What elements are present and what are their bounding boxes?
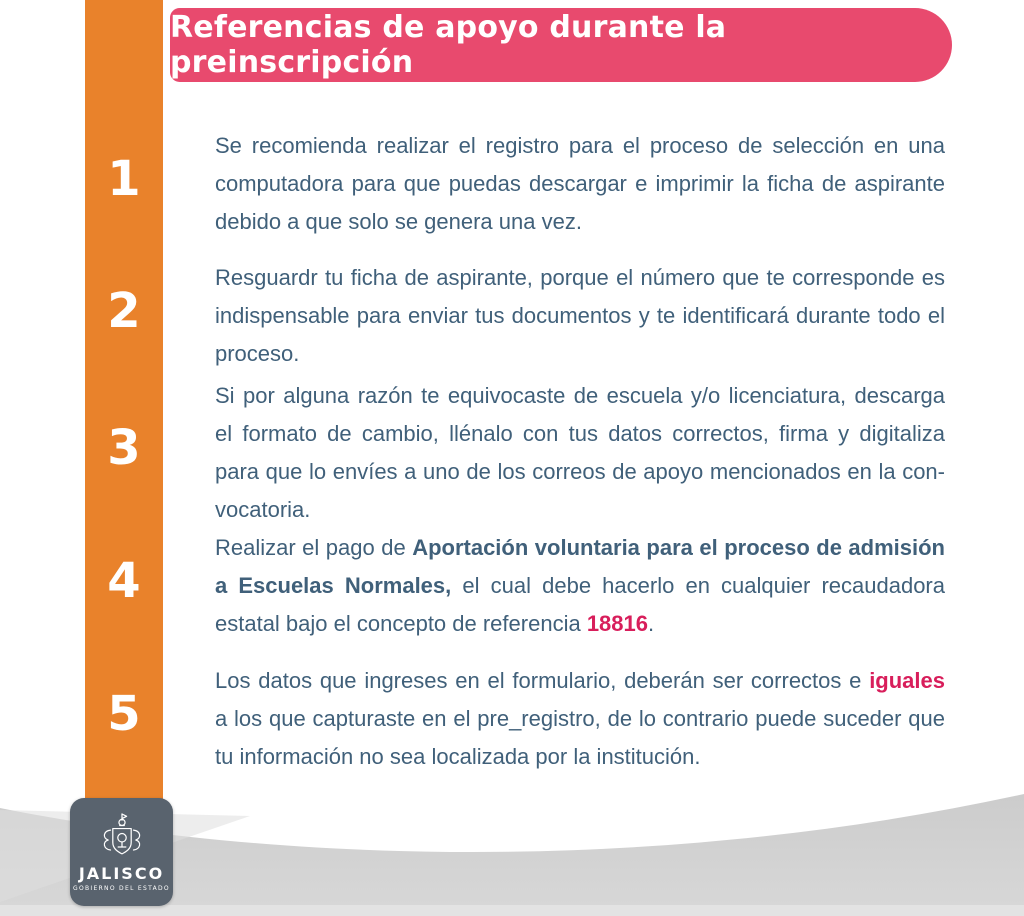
logo-subtitle: GOBIERNO DEL ESTADO	[73, 885, 170, 892]
step-number: 1	[107, 151, 141, 207]
step-row-2	[85, 259, 945, 373]
step-number: 5	[107, 686, 141, 742]
step-text	[215, 377, 945, 529]
step-row-4	[85, 529, 945, 643]
accent-text: 18816	[586, 611, 648, 636]
jalisco-coat-of-arms-icon	[99, 812, 145, 862]
logo-title: JALISCO	[78, 864, 165, 883]
step-text-segment: Realizar el pago de	[215, 535, 413, 560]
accent-text: iguales	[869, 668, 945, 693]
step-text	[215, 127, 945, 241]
jalisco-logo	[70, 798, 173, 906]
step-text-segment: el cual debe hacerlo en cualquier recaudadora estatal bajo el concepto de referencia	[215, 573, 945, 636]
step-text-segment: Aportación voluntaria para el proceso de admisión a Escuelas Normales,	[215, 535, 945, 598]
step-text-segment: Resguardr tu ficha de aspirante, porque el número que te corresponde es indispensable para enviar tus documentos y te identificará durante todo el proceso.	[215, 265, 945, 366]
step-number: 4	[107, 553, 141, 609]
step-text-segment: a los que capturaste en el pre_registro, de lo contrario puede suceder que tu información no sea localizada por la institución.	[215, 706, 945, 769]
step-text-segment: Se recomienda realizar el registro para el proceso de selección en una computadora para que puedas descargar e imprimir la ficha de aspirante debido a que solo se genera una vez.	[215, 133, 945, 234]
step-text	[215, 259, 945, 373]
step-text-segment: .	[648, 611, 655, 636]
step-text-segment: Los datos que ingreses en el formulario, deberán ser correctos e	[215, 668, 870, 693]
step-text-segment: Si por alguna razón te equivocaste de escuela y/o licenciatura, descarga el formato de cambio, llénalo con tus datos correctos, firma y digitaliza para que lo envíes a uno de los correos de apoyo mencionados en la convocatoria.	[215, 383, 945, 522]
step-row-3	[85, 377, 945, 529]
step-number: 3	[107, 420, 141, 476]
page-title: Referencias de apoyo durante la preinscripción	[170, 10, 727, 80]
step-row-5	[85, 662, 945, 776]
step-text	[215, 662, 945, 776]
step-text	[215, 529, 945, 643]
step-row-1	[85, 127, 945, 241]
step-number: 2	[107, 283, 141, 339]
